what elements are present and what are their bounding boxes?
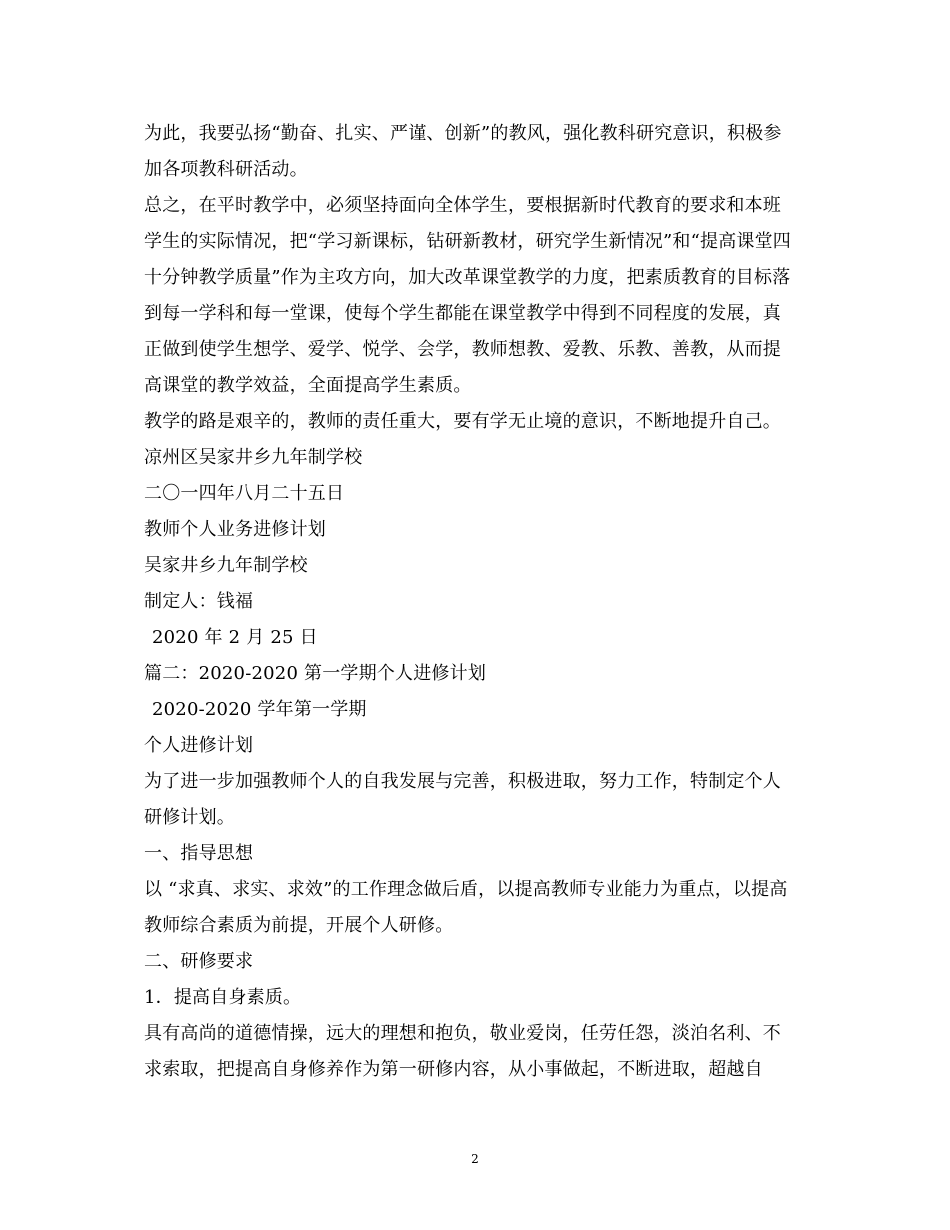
list-item-heading: 1．提高自身素质。	[144, 987, 302, 1008]
text-line: 具有高尚的道德情操，远大的理想和抱负，敬业爱岗，任劳任怨，淡泊名利、不	[144, 1023, 781, 1044]
text-line: 为了进一步加强教师个人的自我发展与完善，积极进取，努力工作，特制定个人	[144, 771, 781, 792]
school-name: 吴家井乡九年制学校	[144, 555, 308, 576]
page-number: 2	[471, 1152, 479, 1166]
text-line: 高课堂的教学效益，全面提高学生素质。	[144, 375, 472, 396]
section-title: 教师个人业务进修计划	[144, 519, 326, 540]
section-title: 个人进修计划	[144, 735, 254, 756]
chapter-title: 篇二：2020-2020 第一学期个人进修计划	[144, 663, 487, 684]
document-body	[144, 116, 814, 1088]
school-name: 凉州区吴家井乡九年制学校	[144, 447, 363, 468]
author-line: 制定人：钱福	[144, 591, 254, 612]
text-line: 总之，在平时教学中，必须坚持面向全体学生，要根据新时代教育的要求和本班	[144, 195, 781, 216]
section-heading: 一、指导思想	[144, 843, 254, 864]
text-line: 以 “求真、求实、求效”的工作理念做后盾，以提高教师专业能力为重点，以提高	[144, 879, 788, 900]
date-line: 2020 年 2 月 25 日	[152, 627, 318, 648]
text-line: 教师综合素质为前提，开展个人研修。	[144, 915, 454, 936]
text-line: 十分钟教学质量”作为主攻方向，加大改革课堂教学的力度，把素质教育的目标落	[144, 267, 791, 288]
text-line: 加各项教科研活动。	[144, 159, 308, 180]
term-line: 2020-2020 学年第一学期	[152, 699, 367, 720]
section-heading: 二、研修要求	[144, 951, 254, 972]
text-line: 求索取，把提高自身修养作为第一研修内容，从小事做起，不断进取，超越自	[144, 1059, 763, 1080]
text-line: 正做到使学生想学、爱学、悦学、会学，教师想教、爱教、乐教、善教，从而提	[144, 339, 781, 360]
text-line: 研修计划。	[144, 807, 235, 828]
date-line: 二〇一四年八月二十五日	[144, 483, 345, 504]
text-line: 到每一学科和每一堂课，使每个学生都能在课堂教学中得到不同程度的发展，真	[144, 303, 781, 324]
text-line: 为此，我要弘扬“勤奋、扎实、严谨、创新”的教风，强化教科研究意识，积极参	[144, 123, 782, 144]
text-line: 学生的实际情况，把“学习新课标，钻研新教材，研究学生新情况”和“提高课堂四	[144, 231, 792, 252]
text-line: 教学的路是艰辛的，教师的责任重大，要有学无止境的意识，不断地提升自己。	[144, 411, 781, 432]
